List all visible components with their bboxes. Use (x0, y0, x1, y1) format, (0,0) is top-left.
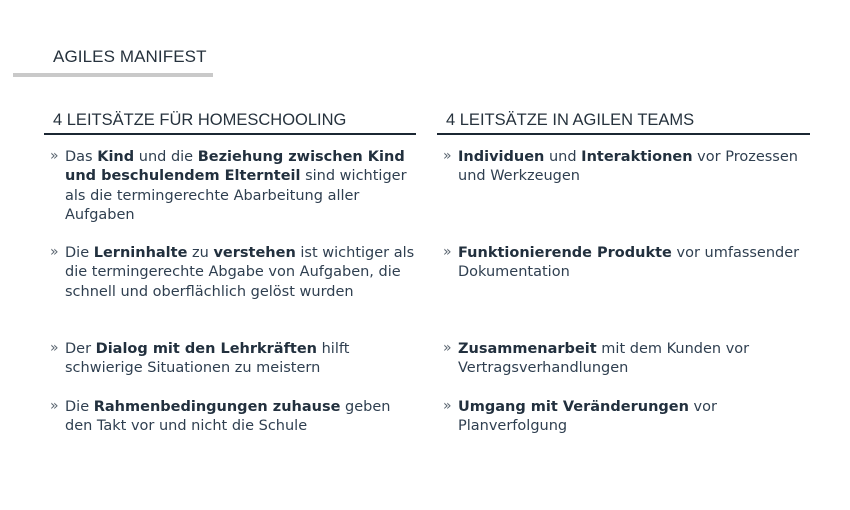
double-chevron-right-icon: » (50, 244, 59, 260)
list-item-text (65, 398, 416, 437)
emphasis-text: Funktionierende Produkte (458, 245, 672, 261)
emphasis-text: Dialog mit den Lehrkräften (95, 341, 317, 357)
emphasis-text: Umgang mit Veränderungen (458, 399, 689, 415)
double-chevron-right-icon: » (443, 244, 452, 260)
emphasis-text: Kind (97, 149, 135, 165)
double-chevron-right-icon: » (50, 340, 59, 356)
body-text: vor umfassender Dokumentation (458, 245, 800, 281)
body-text: Der (65, 341, 96, 357)
list-item (50, 398, 416, 437)
column-heading: 4 LEITSÄTZE IN AGILEN TEAMS (437, 110, 810, 135)
emphasis-text: Lerninhalte (93, 245, 188, 261)
column-agile-teams (437, 110, 810, 435)
body-text: vor Prozessen und Werkzeugen (458, 149, 798, 185)
body-text: vor Planverfolgung (458, 399, 717, 435)
page-title: AGILES MANIFEST (53, 47, 207, 66)
body-text: und die (134, 149, 198, 165)
emphasis-text: Beziehung zwischen Kind und beschulendem Elternteil (65, 149, 405, 185)
double-chevron-right-icon: » (443, 340, 452, 356)
body-text: sind wichtiger als die termingerechte Abarbeitung aller Aufgaben (65, 168, 407, 223)
list-item (443, 398, 810, 437)
list-item-text (458, 148, 810, 187)
title-underline (13, 73, 213, 77)
body-text: ist wichtiger als die termingerechte Abgabe von Aufgaben, die schnell und oberflächlich gelöst wurden (65, 245, 415, 300)
list-item (443, 148, 810, 187)
double-chevron-right-icon: » (443, 148, 452, 164)
emphasis-text: verstehen (213, 245, 296, 261)
column-heading: 4 LEITSÄTZE FÜR HOMESCHOOLING (44, 110, 416, 135)
body-text: geben den Takt vor und nicht die Schule (65, 399, 391, 435)
body-text: und (544, 149, 582, 165)
list-item (50, 340, 416, 379)
list-item-text (458, 398, 810, 437)
double-chevron-right-icon: » (443, 398, 452, 414)
emphasis-text: Interaktionen (581, 149, 693, 165)
body-text: mit dem Kunden vor Vertragsverhandlungen (458, 341, 750, 377)
body-text: hilft schwierige Situationen zu meistern (65, 341, 350, 377)
list-item (50, 148, 416, 225)
body-text: Die (65, 399, 94, 415)
list-item (443, 340, 810, 379)
list-item (443, 244, 810, 283)
list-item (50, 244, 416, 302)
list-item-text (458, 340, 810, 379)
emphasis-text: Rahmenbedingungen zuhause (93, 399, 341, 415)
list-item-text (65, 340, 416, 379)
body-text: Die (65, 245, 94, 261)
list-item-text (65, 244, 416, 302)
column-homeschooling (44, 110, 416, 435)
body-text: zu (187, 245, 214, 261)
body-text: Das (65, 149, 98, 165)
list-item-text (65, 148, 416, 225)
list-item-text (458, 244, 810, 283)
double-chevron-right-icon: » (50, 398, 59, 414)
double-chevron-right-icon: » (50, 148, 59, 164)
emphasis-text: Individuen (458, 149, 545, 165)
emphasis-text: Zusammenarbeit (458, 341, 597, 357)
